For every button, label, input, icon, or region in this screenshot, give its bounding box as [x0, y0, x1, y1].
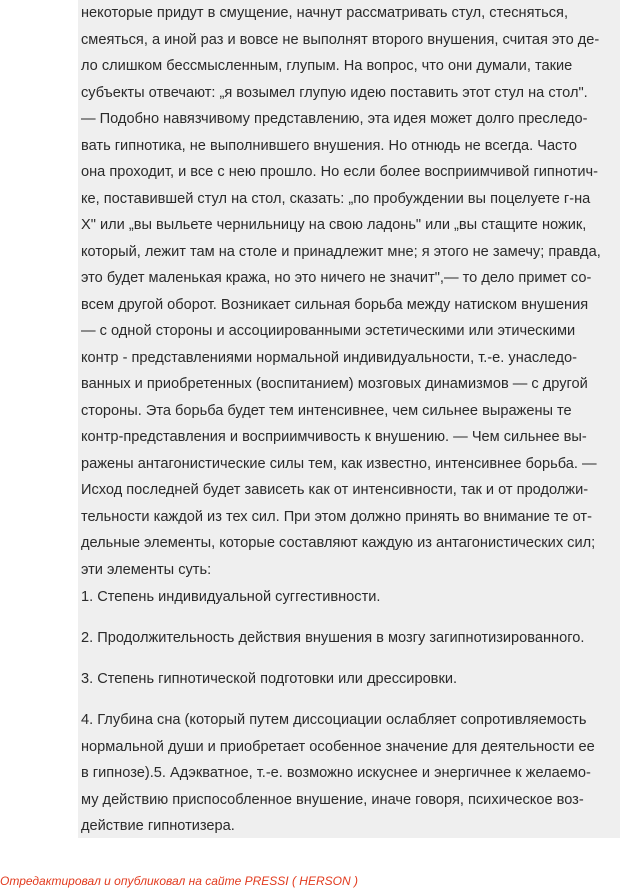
- list-item-line: му действию приспособленное внушение, иначе говоря, психическое воз-: [81, 791, 584, 808]
- list-item: [81, 666, 620, 693]
- list-item-line: 4. Глубина сна (который путем диссоциации ослабляет сопротивляемость: [81, 712, 587, 728]
- list-item-line: нормальной души и приобретает особенное значение для деятельности ее: [81, 738, 595, 755]
- paragraph-line: дельные элементы, которые составляют каждую из антагонистических сил;: [81, 535, 596, 551]
- paragraph-line: который, лежит там на столе и принадлежит мне; я этого не замечу; правда,: [81, 243, 601, 260]
- paragraph-line: — с одной стороны и ассоциированными эстетическими или этическими: [81, 323, 576, 339]
- list-item-line: 2. Продолжительность действия внушения в мозгу загипнотизированного.: [81, 630, 585, 646]
- paragraph-line: контр-представления и восприимчивость к внушению. — Чем сильнее вы-: [81, 429, 587, 445]
- paragraph-line: ванных и приобретенных (воспитанием) мозговых динамизмов — с другой: [81, 376, 588, 392]
- paragraph-line: тельности каждой из тех сил. При этом должно принять во внимание те от-: [81, 508, 592, 525]
- paragraph-line: эти элементы суть:: [81, 561, 212, 578]
- paragraph-line: — Подобно навязчивому представлению, эта идея может долго преследо-: [81, 111, 588, 127]
- paragraph-line: ло слишком бессмысленным, глупым. На вопрос, что они думали, такие: [81, 58, 573, 74]
- list-item-line: 3. Степень гипнотической подготовки или дрессировки.: [81, 671, 458, 687]
- numbered-list: [81, 584, 620, 840]
- paragraph-line: контр - представлениями нормальной индивидуальности, т.-е. унаследо-: [81, 349, 577, 366]
- list-item: [81, 707, 620, 840]
- list-item: [81, 625, 620, 652]
- paragraph-line: она проходит, и все с нею прошло. Но если более восприимчивой гипнотич-: [81, 164, 598, 180]
- paragraph-line: стороны. Эта борьба будет тем интенсивнее, чем сильнее выражены те: [81, 402, 572, 419]
- list-item-line: в гипнозе).5. Адэкватное, т.-е. возможно искуснее и энергичнее к желаемо-: [81, 765, 591, 781]
- paragraph-line: некоторые придут в смущение, начнут рассматривать стул, стесняться,: [81, 5, 569, 21]
- paragraph-line: это будет маленькая кража, но это ничего не значит",— то дело примет со-: [81, 270, 592, 286]
- paragraph-line: Исход последней будет зависеть как от интенсивности, так и от продолжи-: [81, 482, 589, 498]
- paragraph-line: смеяться, а иной раз и вовсе не выполнят второго внушения, считая это де-: [81, 31, 600, 48]
- paragraph-line: вать гипнотика, не выполнившего внушения. Но отнюдь не всегда. Часто: [81, 137, 577, 154]
- list-item-line: действие гипнотизера.: [81, 818, 235, 834]
- paragraph: [81, 0, 620, 583]
- list-item-line: 1. Степень индивидуальной суггестивности.: [81, 589, 381, 605]
- paragraph-line: ражены антагонистические силы тем, как известно, интенсивнее борьба. —: [81, 455, 597, 472]
- text-block: [78, 0, 620, 838]
- paragraph-line: ке, поставившей стул на стол, сказать: „по пробуждении вы поцелуете г-на: [81, 190, 591, 207]
- footer-credit: Отредактировал и опубликовал на сайте PRESSI ( HERSON ): [0, 874, 358, 888]
- paragraph-line: субъекты отвечают: „я возымел глупую идею поставить этот стул на стол".: [81, 84, 588, 101]
- list-item: [81, 584, 620, 611]
- paragraph-line: X" или „вы выльете чернильницу на свою ладонь" или „вы стащите ножик,: [81, 217, 587, 233]
- paragraph-line: всем другой оборот. Возникает сильная борьба между натиском внушения: [81, 296, 589, 313]
